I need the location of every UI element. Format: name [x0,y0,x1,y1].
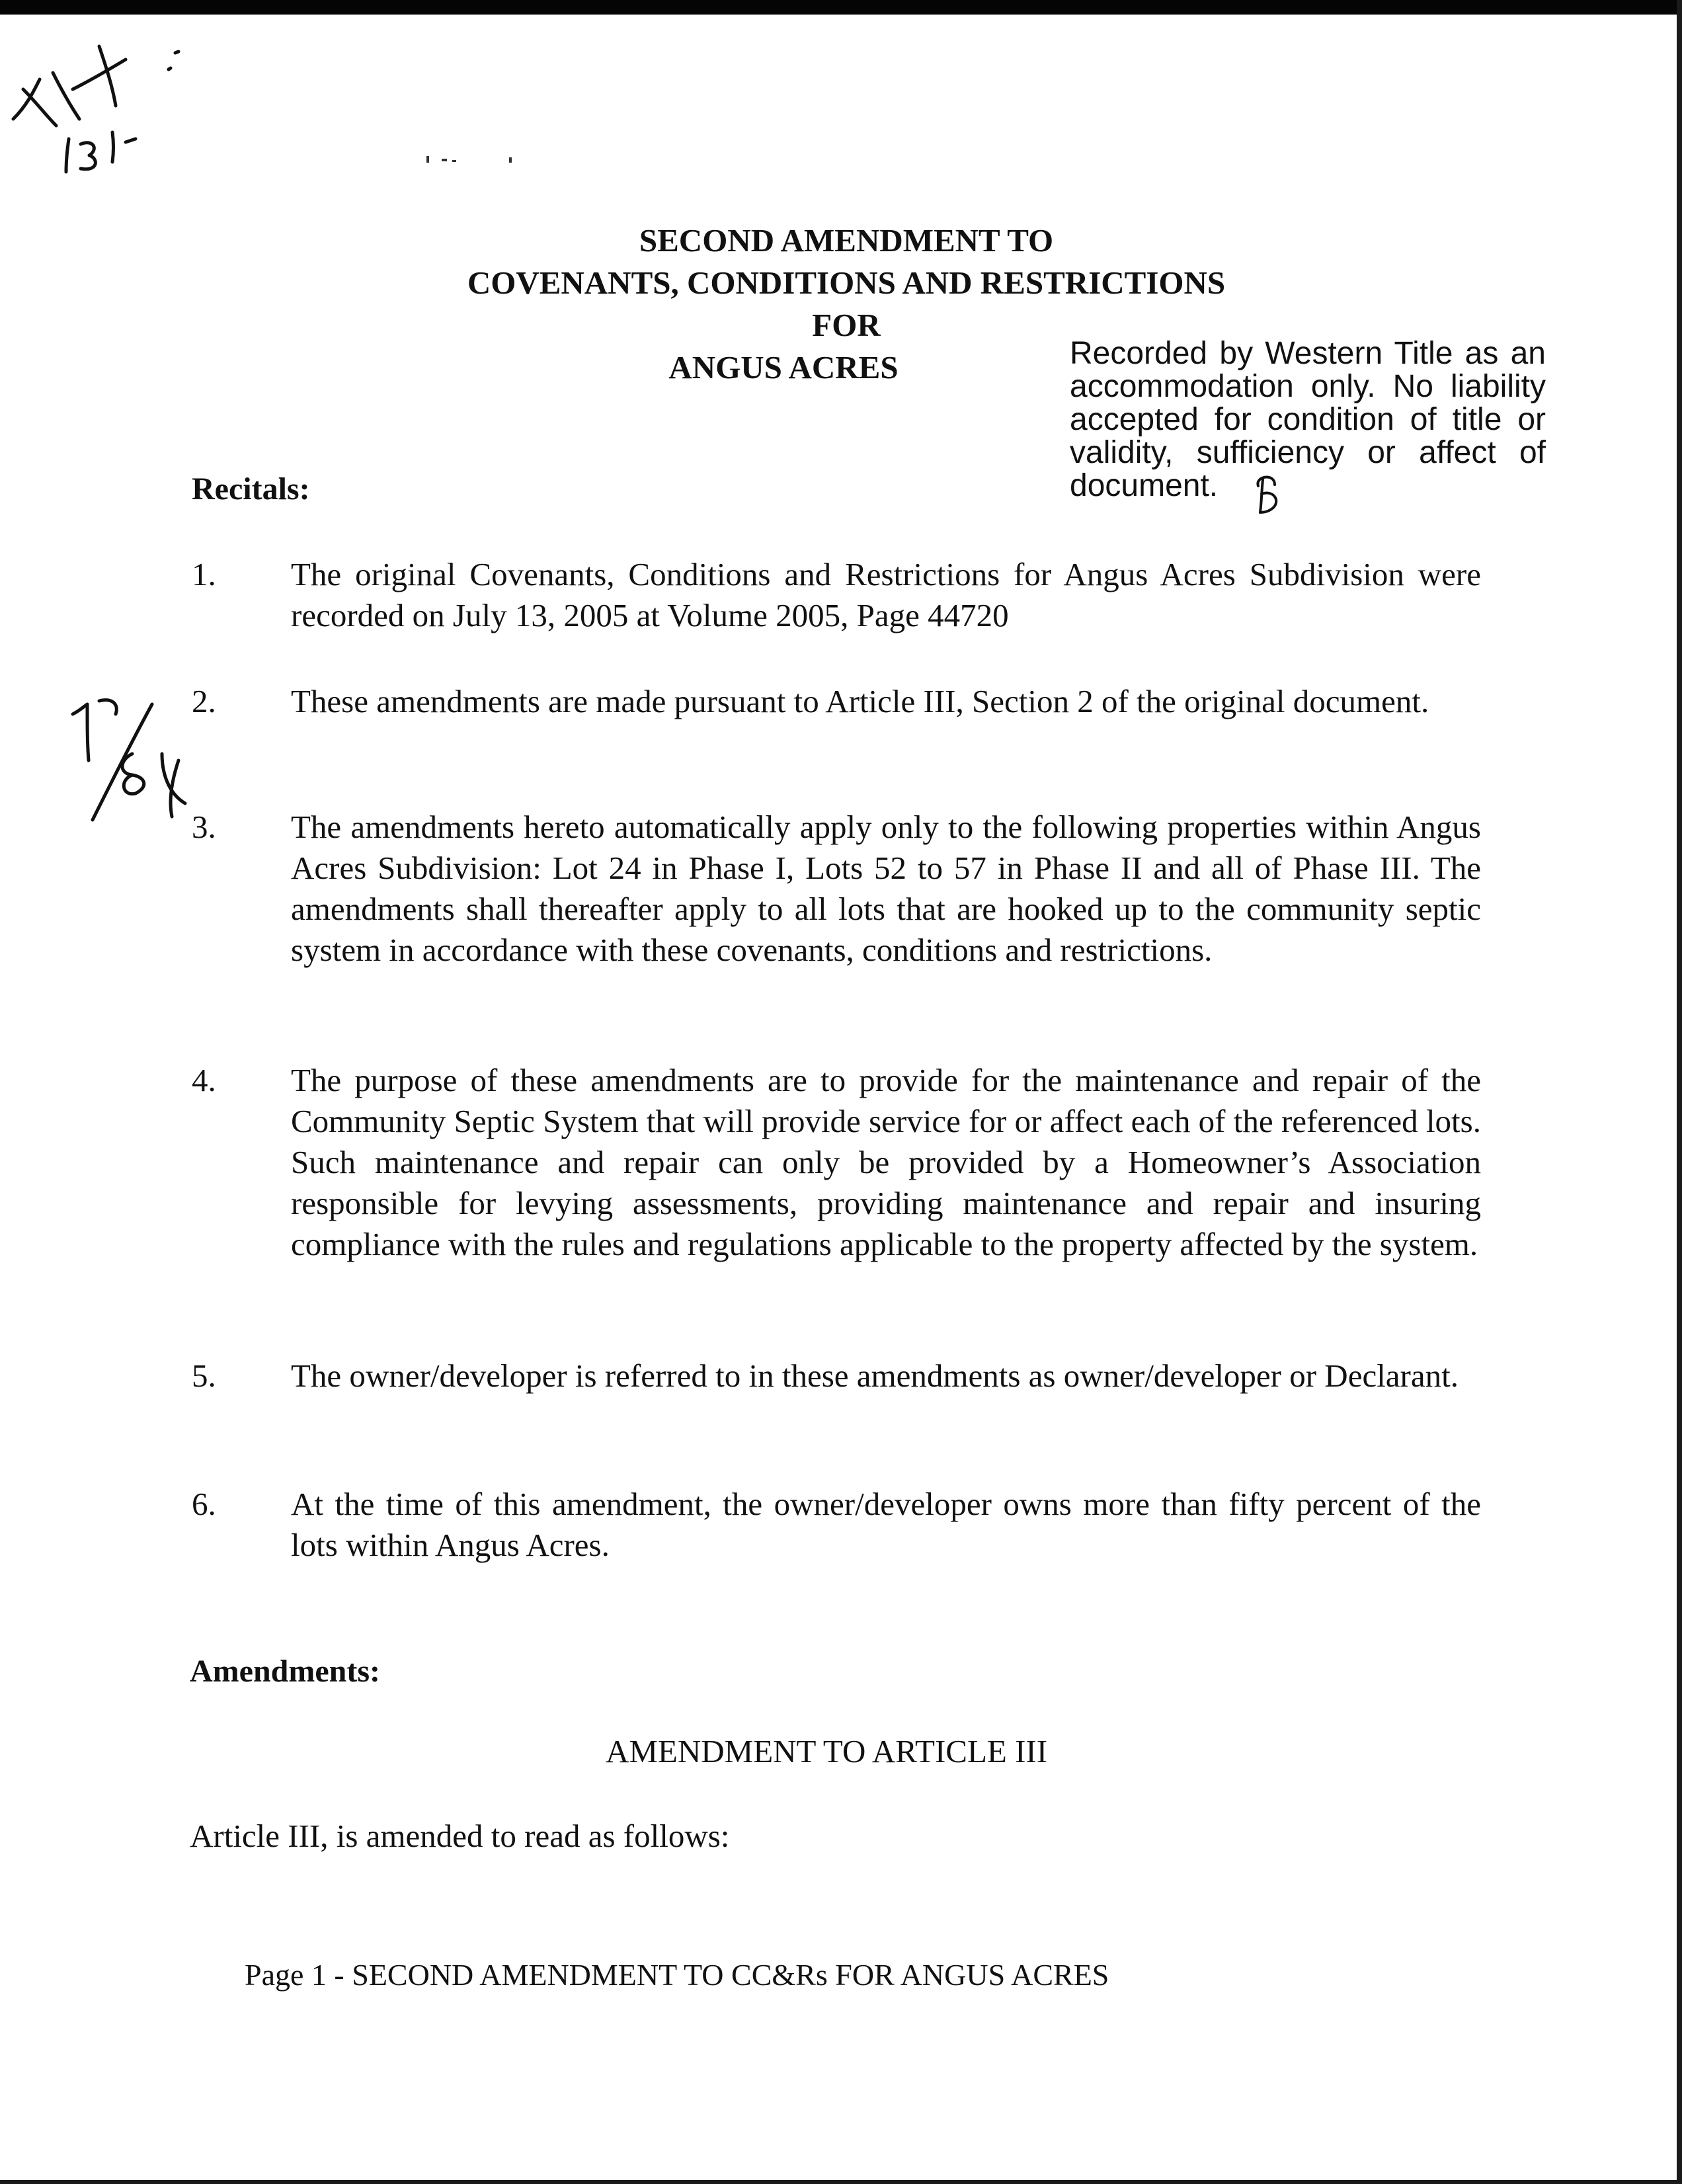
page-footer: Page 1 - SECOND AMENDMENT TO CC&Rs FOR ANGUS ACRES [245,1958,1109,1992]
recital-item [192,1355,1481,1396]
recital-text: At the time of this amendment, the owner/developer owns more than fifty percent of the lots within Angus Acres. [291,1486,1481,1563]
handwritten-mark-top-left [0,26,218,185]
scan-speck-marks [423,151,529,171]
recital-number: 1. [192,556,216,592]
article-heading: AMENDMENT TO ARTICLE III [605,1733,1048,1769]
recital-text: The purpose of these amendments are to provide for the maintenance and repair of the Community Septic System that will provide service for or affect each of the referenced lots. Such maintenance and repair can only be provided by a Homeowner’s Association responsible for levying assessments, providing maintenance and repair and insuring compliance with the rules and regulations applicable to the property affected by the system. [291,1062,1481,1262]
title-line-2: COVENANTS, CONDITIONS AND RESTRICTIONS [467,264,1226,301]
recital-number: 2. [192,683,216,719]
recording-stamp-text: Recorded by Western Title as an accommodation only. No liability accepted for condition of title or validity, sufficiency or affect of document. [1070,336,1546,503]
recital-item [192,1060,1481,1265]
recital-number: 4. [192,1062,216,1098]
recital-number: 6. [192,1486,216,1522]
amendments-heading: Amendments: [190,1654,380,1689]
title-line-4: ANGUS ACRES [668,349,899,385]
recital-text: The original Covenants, Conditions and Restrictions for Angus Acres Subdivision were recorded on July 13, 2005 at Volume 2005, Page 44720 [291,556,1481,633]
title-line-1: SECOND AMENDMENT TO [639,222,1054,259]
recital-text: These amendments are made pursuant to Article III, Section 2 of the original document. [291,683,1429,719]
amendment-intro: Article III, is amended to read as follows: [190,1818,730,1854]
recitals-heading: Recitals: [192,471,310,506]
recital-number: 3. [192,809,216,845]
scan-top-border [0,0,1682,15]
handwritten-mark-left-margin [53,688,205,833]
recital-item [192,1484,1481,1566]
recital-text: The amendments hereto automatically apply only to the following properties within Angus Acres Subdivision: Lot 24 in Phase I, Lots 52 to 57 in Phase II and all of Phase III. The amendments shall thereafter apply to all lots that are hooked up to the community septic system in accordance with these covenants, conditions and restrictions. [291,809,1481,968]
recital-text: The owner/developer is referred to in these amendments as owner/developer or Declarant. [291,1357,1459,1394]
scan-right-border [1677,0,1682,2184]
recital-item [192,681,1481,722]
recital-number: 5. [192,1357,216,1394]
recording-stamp [1070,337,1546,503]
scan-bottom-border [0,2180,1682,2184]
title-line-3: FOR [812,307,881,343]
recital-item [192,554,1481,636]
recital-item [192,807,1481,971]
